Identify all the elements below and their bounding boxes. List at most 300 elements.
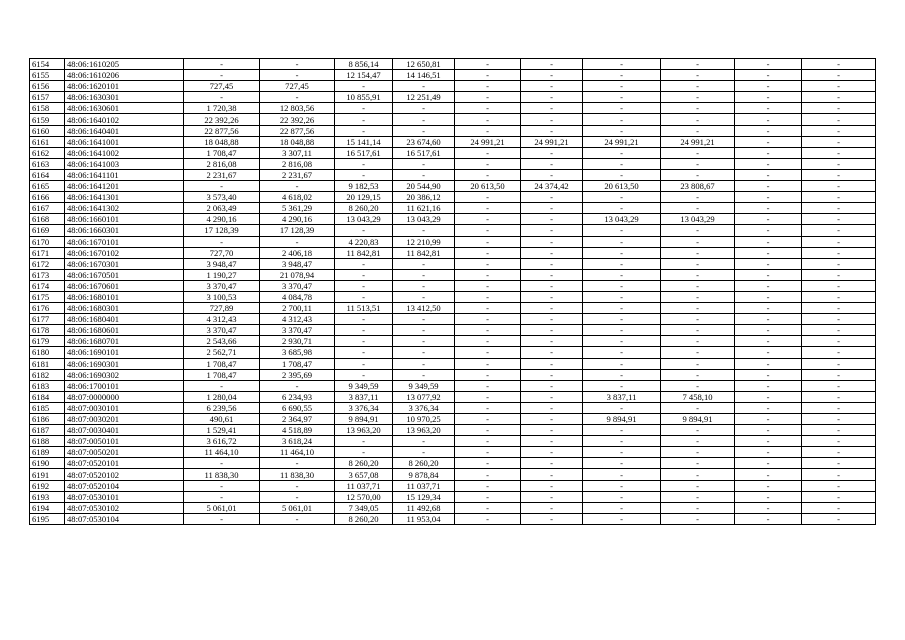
cell-cadastral-number: 48:07:0000000 <box>65 391 184 402</box>
cell-col-11: - <box>735 336 802 347</box>
table-row <box>30 136 876 147</box>
cell-row-number: 6192 <box>30 480 65 491</box>
cell-col-10: 13 043,29 <box>661 214 735 225</box>
table-row <box>30 103 876 114</box>
cell-col-12: - <box>802 103 876 114</box>
cell-col-10: - <box>661 336 735 347</box>
cell-col-9: - <box>583 125 661 136</box>
cell-col-9: - <box>583 258 661 269</box>
cell-col-7: - <box>455 402 521 413</box>
cell-col-4: - <box>260 70 335 81</box>
cell-cadastral-number: 48:07:0030201 <box>65 414 184 425</box>
cell-col-12: - <box>802 480 876 491</box>
cell-col-11: - <box>735 192 802 203</box>
cell-col-9: - <box>583 480 661 491</box>
cell-col-4: 2 395,69 <box>260 369 335 380</box>
cell-col-7: - <box>455 314 521 325</box>
cell-col-8: - <box>521 247 583 258</box>
cell-col-9: - <box>583 502 661 513</box>
cell-col-3: 2 816,08 <box>184 158 260 169</box>
cell-cadastral-number: 48:07:0520101 <box>65 458 184 469</box>
cell-cadastral-number: 48:07:0530102 <box>65 502 184 513</box>
cell-col-10: 9 894,91 <box>661 414 735 425</box>
cell-col-7: - <box>455 247 521 258</box>
cell-col-8: - <box>521 169 583 180</box>
cell-col-5: 11 513,51 <box>335 303 393 314</box>
cell-col-5: 8 260,20 <box>335 203 393 214</box>
cell-col-3: 2 063,49 <box>184 203 260 214</box>
cell-col-4: - <box>260 491 335 502</box>
cell-col-4: - <box>260 513 335 524</box>
cell-col-5: 9 182,53 <box>335 181 393 192</box>
cell-col-4: - <box>260 59 335 70</box>
cell-col-12: - <box>802 502 876 513</box>
cell-col-6: 10 970,25 <box>393 414 455 425</box>
cell-col-8: - <box>521 402 583 413</box>
table-row <box>30 70 876 81</box>
cell-col-11: - <box>735 347 802 358</box>
cell-col-5: - <box>335 114 393 125</box>
cell-col-7: - <box>455 258 521 269</box>
cell-col-5: - <box>335 158 393 169</box>
cell-col-6: - <box>393 347 455 358</box>
cell-cadastral-number: 48:06:1670501 <box>65 269 184 280</box>
cell-col-4: 3 370,47 <box>260 280 335 291</box>
cell-col-3: 22 877,56 <box>184 125 260 136</box>
cell-col-7: - <box>455 303 521 314</box>
cell-cadastral-number: 48:06:1610206 <box>65 70 184 81</box>
cell-col-8: - <box>521 369 583 380</box>
cell-col-6: 16 517,61 <box>393 147 455 158</box>
cell-col-6: 9 878,84 <box>393 469 455 480</box>
cell-col-10: - <box>661 513 735 524</box>
cell-col-9: 20 613,50 <box>583 181 661 192</box>
cell-col-3: 1 190,27 <box>184 269 260 280</box>
cell-col-11: - <box>735 391 802 402</box>
cell-col-6: 20 544,90 <box>393 181 455 192</box>
cell-col-12: - <box>802 303 876 314</box>
cell-col-12: - <box>802 347 876 358</box>
cell-cadastral-number: 48:06:1641302 <box>65 203 184 214</box>
cell-col-11: - <box>735 291 802 302</box>
cell-col-4: 12 803,56 <box>260 103 335 114</box>
cell-col-5: - <box>335 325 393 336</box>
cell-col-10: - <box>661 402 735 413</box>
cell-col-11: - <box>735 369 802 380</box>
cell-col-10: - <box>661 169 735 180</box>
cell-col-4: 2 930,71 <box>260 336 335 347</box>
cell-col-11: - <box>735 303 802 314</box>
cell-col-12: - <box>802 258 876 269</box>
cell-col-9: - <box>583 469 661 480</box>
table-row <box>30 325 876 336</box>
cell-col-4: 5 061,01 <box>260 502 335 513</box>
cell-col-12: - <box>802 491 876 502</box>
cell-row-number: 6186 <box>30 414 65 425</box>
cell-col-5: - <box>335 280 393 291</box>
cell-col-7: - <box>455 70 521 81</box>
cell-col-10: - <box>661 225 735 236</box>
cell-col-3: 1 529,41 <box>184 425 260 436</box>
cell-col-8: - <box>521 336 583 347</box>
cell-col-11: - <box>735 81 802 92</box>
cell-col-4: 22 877,56 <box>260 125 335 136</box>
cell-col-12: - <box>802 125 876 136</box>
cell-col-12: - <box>802 469 876 480</box>
cell-col-7: - <box>455 358 521 369</box>
cell-col-10: - <box>661 347 735 358</box>
cell-col-6: - <box>393 336 455 347</box>
cell-col-7: - <box>455 414 521 425</box>
cell-col-4: 22 392,26 <box>260 114 335 125</box>
cell-col-8: - <box>521 70 583 81</box>
cell-col-12: - <box>802 225 876 236</box>
cell-row-number: 6159 <box>30 114 65 125</box>
cell-col-11: - <box>735 480 802 491</box>
cell-col-5: 16 517,61 <box>335 147 393 158</box>
cell-col-4: 2 816,08 <box>260 158 335 169</box>
cell-row-number: 6168 <box>30 214 65 225</box>
cell-col-3: - <box>184 380 260 391</box>
cell-col-8: - <box>521 436 583 447</box>
table-row <box>30 303 876 314</box>
cell-col-10: - <box>661 303 735 314</box>
cell-col-9: - <box>583 103 661 114</box>
cell-col-8: - <box>521 114 583 125</box>
cell-col-10: - <box>661 314 735 325</box>
table-row <box>30 203 876 214</box>
cell-row-number: 6175 <box>30 291 65 302</box>
cell-cadastral-number: 48:06:1680701 <box>65 336 184 347</box>
cell-col-8: - <box>521 203 583 214</box>
table-row <box>30 81 876 92</box>
cell-col-4: 2 406,18 <box>260 247 335 258</box>
cell-col-9: 13 043,29 <box>583 214 661 225</box>
cell-col-4: - <box>260 480 335 491</box>
cell-col-6: 12 251,49 <box>393 92 455 103</box>
cell-col-11: - <box>735 491 802 502</box>
cell-row-number: 6193 <box>30 491 65 502</box>
cell-col-6: - <box>393 314 455 325</box>
cell-row-number: 6183 <box>30 380 65 391</box>
cell-col-5: - <box>335 447 393 458</box>
cell-col-5: 7 349,05 <box>335 502 393 513</box>
cell-col-5: - <box>335 436 393 447</box>
cell-col-11: - <box>735 447 802 458</box>
cell-col-11: - <box>735 147 802 158</box>
cell-col-3: 3 573,40 <box>184 192 260 203</box>
cell-row-number: 6164 <box>30 169 65 180</box>
cell-col-3: - <box>184 59 260 70</box>
cell-col-3: 2 231,67 <box>184 169 260 180</box>
cell-row-number: 6177 <box>30 314 65 325</box>
cell-col-10: - <box>661 247 735 258</box>
cell-col-7: - <box>455 214 521 225</box>
cell-col-5: - <box>335 314 393 325</box>
cell-col-7: - <box>455 469 521 480</box>
cell-row-number: 6156 <box>30 81 65 92</box>
cell-col-12: - <box>802 147 876 158</box>
cell-col-5: - <box>335 336 393 347</box>
cell-col-12: - <box>802 236 876 247</box>
cell-col-6: 11 621,16 <box>393 203 455 214</box>
cell-col-8: - <box>521 258 583 269</box>
cadastral-value-table <box>29 58 876 525</box>
cell-row-number: 6173 <box>30 269 65 280</box>
cell-col-6: 3 376,34 <box>393 402 455 413</box>
cell-col-4: - <box>260 181 335 192</box>
cell-col-7: - <box>455 269 521 280</box>
cell-cadastral-number: 48:06:1640401 <box>65 125 184 136</box>
cell-col-11: - <box>735 425 802 436</box>
cell-row-number: 6166 <box>30 192 65 203</box>
cell-row-number: 6162 <box>30 147 65 158</box>
cell-col-8: - <box>521 236 583 247</box>
cell-cadastral-number: 48:07:0520104 <box>65 480 184 491</box>
cell-col-9: 24 991,21 <box>583 136 661 147</box>
cell-col-12: - <box>802 358 876 369</box>
cell-col-3: - <box>184 70 260 81</box>
cell-col-9: - <box>583 369 661 380</box>
cell-col-10: - <box>661 70 735 81</box>
cell-col-7: - <box>455 192 521 203</box>
cell-col-8: - <box>521 502 583 513</box>
cell-cadastral-number: 48:07:0520102 <box>65 469 184 480</box>
cell-col-9: 9 894,91 <box>583 414 661 425</box>
cell-col-10: - <box>661 458 735 469</box>
cell-col-7: - <box>455 380 521 391</box>
cell-col-8: - <box>521 158 583 169</box>
cell-col-12: - <box>802 291 876 302</box>
cell-col-11: - <box>735 225 802 236</box>
cell-cadastral-number: 48:07:0050201 <box>65 447 184 458</box>
cell-col-6: - <box>393 358 455 369</box>
cell-col-4: 2 700,11 <box>260 303 335 314</box>
cell-col-9: - <box>583 92 661 103</box>
cell-col-4: 4 518,89 <box>260 425 335 436</box>
cell-col-8: - <box>521 480 583 491</box>
cell-col-3: 490,61 <box>184 414 260 425</box>
cell-row-number: 6171 <box>30 247 65 258</box>
cell-cadastral-number: 48:06:1670101 <box>65 236 184 247</box>
cell-col-8: - <box>521 81 583 92</box>
cell-col-4: 3 370,47 <box>260 325 335 336</box>
cell-col-7: - <box>455 447 521 458</box>
cell-col-5: 3 657,08 <box>335 469 393 480</box>
cell-col-8: - <box>521 513 583 524</box>
cell-col-9: - <box>583 380 661 391</box>
cell-col-8: - <box>521 358 583 369</box>
cell-col-3: 3 100,53 <box>184 291 260 302</box>
cell-col-11: - <box>735 402 802 413</box>
table-row <box>30 192 876 203</box>
cell-row-number: 6194 <box>30 502 65 513</box>
cell-col-5: 4 220,83 <box>335 236 393 247</box>
cell-col-10: - <box>661 125 735 136</box>
table-row <box>30 59 876 70</box>
cell-col-4: - <box>260 236 335 247</box>
cell-col-12: - <box>802 70 876 81</box>
cell-col-12: - <box>802 181 876 192</box>
cell-col-10: - <box>661 92 735 103</box>
cell-col-11: - <box>735 436 802 447</box>
cell-col-6: - <box>393 81 455 92</box>
cell-col-5: 20 129,15 <box>335 192 393 203</box>
cell-row-number: 6184 <box>30 391 65 402</box>
cell-col-7: - <box>455 425 521 436</box>
cell-col-7: - <box>455 291 521 302</box>
cell-col-10: - <box>661 491 735 502</box>
cell-col-5: - <box>335 103 393 114</box>
cell-col-10: - <box>661 236 735 247</box>
cell-col-4: 11 838,30 <box>260 469 335 480</box>
cell-col-6: 14 146,51 <box>393 70 455 81</box>
table-row <box>30 269 876 280</box>
cell-col-5: 3 376,34 <box>335 402 393 413</box>
cell-col-12: - <box>802 247 876 258</box>
cell-col-5: - <box>335 81 393 92</box>
cell-col-3: 4 290,16 <box>184 214 260 225</box>
cell-col-6: - <box>393 103 455 114</box>
cell-col-9: - <box>583 314 661 325</box>
cell-col-7: - <box>455 169 521 180</box>
cell-col-12: - <box>802 447 876 458</box>
cell-col-11: - <box>735 158 802 169</box>
cell-col-8: - <box>521 314 583 325</box>
cell-col-5: 9 894,91 <box>335 414 393 425</box>
table-row <box>30 347 876 358</box>
cell-col-9: - <box>583 513 661 524</box>
cell-col-6: 13 963,20 <box>393 425 455 436</box>
cell-col-3: 4 312,43 <box>184 314 260 325</box>
cell-col-7: - <box>455 125 521 136</box>
cell-col-10: - <box>661 380 735 391</box>
cell-col-11: - <box>735 136 802 147</box>
table-row <box>30 380 876 391</box>
cell-col-9: - <box>583 436 661 447</box>
cell-col-5: - <box>335 369 393 380</box>
cell-col-12: - <box>802 169 876 180</box>
cell-row-number: 6170 <box>30 236 65 247</box>
table-row <box>30 92 876 103</box>
cell-col-3: 727,45 <box>184 81 260 92</box>
cell-cadastral-number: 48:07:0030101 <box>65 402 184 413</box>
cell-cadastral-number: 48:06:1630301 <box>65 92 184 103</box>
cell-col-5: - <box>335 125 393 136</box>
cell-col-8: - <box>521 414 583 425</box>
cell-cadastral-number: 48:06:1680301 <box>65 303 184 314</box>
table-row <box>30 236 876 247</box>
cell-col-4: 3 618,24 <box>260 436 335 447</box>
cell-col-5: 8 856,14 <box>335 59 393 70</box>
cell-col-6: - <box>393 291 455 302</box>
table-row <box>30 425 876 436</box>
cell-col-8: - <box>521 225 583 236</box>
cell-cadastral-number: 48:07:0030401 <box>65 425 184 436</box>
cell-col-10: - <box>661 480 735 491</box>
cell-col-10: - <box>661 114 735 125</box>
cell-col-4: 2 231,67 <box>260 169 335 180</box>
cell-col-5: 12 154,47 <box>335 70 393 81</box>
table-row <box>30 125 876 136</box>
cell-col-8: - <box>521 347 583 358</box>
cell-col-12: - <box>802 92 876 103</box>
cell-col-7: - <box>455 203 521 214</box>
cell-col-8: - <box>521 303 583 314</box>
cell-cadastral-number: 48:06:1660101 <box>65 214 184 225</box>
cell-col-9: - <box>583 458 661 469</box>
cell-col-3: 2 543,66 <box>184 336 260 347</box>
cell-cadastral-number: 48:06:1670301 <box>65 258 184 269</box>
cell-col-10: - <box>661 447 735 458</box>
cell-col-4: 1 708,47 <box>260 358 335 369</box>
cell-row-number: 6187 <box>30 425 65 436</box>
cell-col-11: - <box>735 236 802 247</box>
cell-col-6: - <box>393 436 455 447</box>
cell-row-number: 6172 <box>30 258 65 269</box>
cell-col-9: - <box>583 81 661 92</box>
cell-col-7: - <box>455 502 521 513</box>
cell-col-11: - <box>735 103 802 114</box>
cell-col-4: 11 464,10 <box>260 447 335 458</box>
cell-col-8: - <box>521 147 583 158</box>
cell-cadastral-number: 48:06:1670601 <box>65 280 184 291</box>
table-row <box>30 436 876 447</box>
cell-row-number: 6188 <box>30 436 65 447</box>
cell-col-7: - <box>455 92 521 103</box>
cell-col-5: 9 349,59 <box>335 380 393 391</box>
cell-col-12: - <box>802 158 876 169</box>
cell-cadastral-number: 48:06:1690101 <box>65 347 184 358</box>
cell-col-4: - <box>260 380 335 391</box>
cell-col-10: - <box>661 369 735 380</box>
cell-col-8: 24 374,42 <box>521 181 583 192</box>
cell-col-7: - <box>455 225 521 236</box>
cell-cadastral-number: 48:06:1641001 <box>65 136 184 147</box>
cell-col-4: 21 078,94 <box>260 269 335 280</box>
cell-col-7: - <box>455 491 521 502</box>
cell-col-7: - <box>455 369 521 380</box>
cell-col-11: - <box>735 214 802 225</box>
cell-cadastral-number: 48:07:0530101 <box>65 491 184 502</box>
cell-col-9: - <box>583 114 661 125</box>
cell-row-number: 6185 <box>30 402 65 413</box>
cell-col-7: 24 991,21 <box>455 136 521 147</box>
cell-col-8: - <box>521 59 583 70</box>
cell-cadastral-number: 48:07:0530104 <box>65 513 184 524</box>
cell-col-8: - <box>521 380 583 391</box>
cell-col-10: - <box>661 280 735 291</box>
cell-col-8: - <box>521 469 583 480</box>
table-row <box>30 114 876 125</box>
cell-col-5: 13 043,29 <box>335 214 393 225</box>
cell-col-7: - <box>455 458 521 469</box>
cell-col-6: 11 492,68 <box>393 502 455 513</box>
cell-cadastral-number: 48:07:0050101 <box>65 436 184 447</box>
cell-row-number: 6181 <box>30 358 65 369</box>
cell-col-8: - <box>521 280 583 291</box>
cell-col-10: - <box>661 203 735 214</box>
cell-col-11: - <box>735 280 802 291</box>
cell-col-9: 3 837,11 <box>583 391 661 402</box>
cell-cadastral-number: 48:06:1690302 <box>65 369 184 380</box>
cell-col-4: - <box>260 92 335 103</box>
cell-col-9: - <box>583 225 661 236</box>
cell-col-7: - <box>455 391 521 402</box>
cell-col-3: 2 562,71 <box>184 347 260 358</box>
table-row <box>30 169 876 180</box>
cell-cadastral-number: 48:06:1680401 <box>65 314 184 325</box>
